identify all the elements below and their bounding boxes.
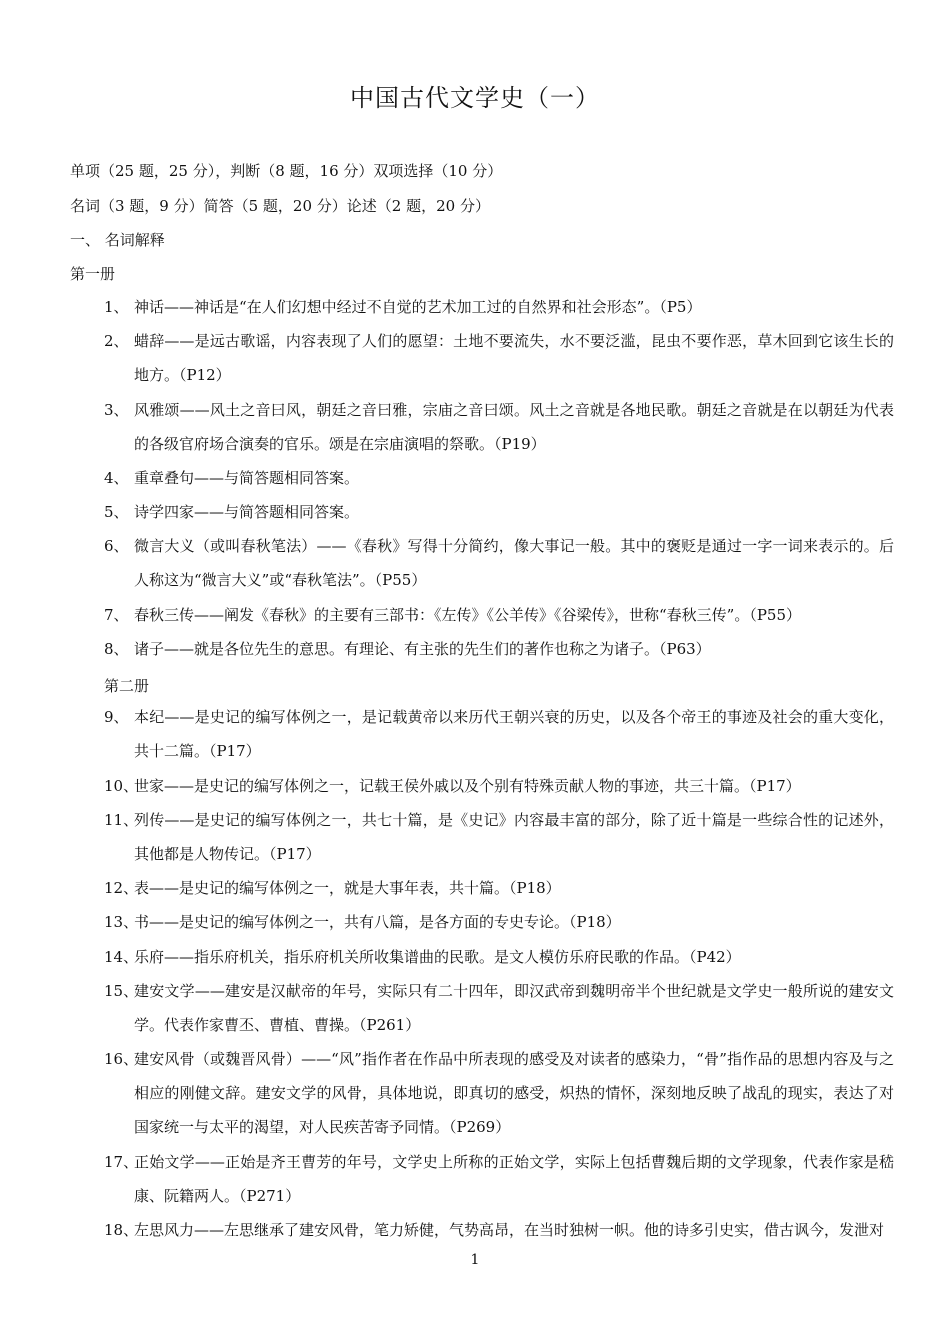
item-text: 建安文学——建安是汉献帝的年号，实际只有二十四年，即汉武帝到魏明帝半个世纪就是文学史一般所说的建安文学。代表作家曹丕、曹植、曹操。（P261） — [134, 982, 894, 1034]
item-text: 风雅颂——风土之音曰风，朝廷之音曰雅，宗庙之音曰颂。风土之音就是各地民歌。朝廷之音就是在以朝廷为代表的各级官府场合演奏的官乐。颂是在宗庙演唱的祭歌。（P19） — [134, 401, 894, 453]
list-item — [104, 769, 894, 803]
item-number: 4、 — [104, 469, 129, 487]
item-text: 乐府——指乐府机关，指乐府机关所收集谱曲的民歌。是文人模仿乐府民歌的作品。（P42） — [134, 948, 741, 966]
list-item — [104, 974, 894, 1042]
list-item — [104, 803, 894, 871]
item-text: 微言大义（或叫春秋笔法）——《春秋》写得十分简约，像大事记一般。其中的褒贬是通过一字一词来表示的。后人称这为“微言大义”或“春秋笔法”。（P55） — [134, 537, 894, 589]
item-text: 正始文学——正始是齐王曹芳的年号，文学史上所称的正始文学，实际上包括曹魏后期的文学现象，代表作家是嵇康、阮籍两人。（P271） — [134, 1153, 894, 1205]
item-text: 表——是史记的编写体例之一，就是大事年表，共十篇。（P18） — [134, 879, 561, 897]
item-number: 9、 — [104, 708, 129, 726]
item-text: 建安风骨（或魏晋风骨）——“风”指作者在作品中所表现的感受及对读者的感染力，“骨”指作品的思想内容及与之相应的刚健文辞。建安文学的风骨，具体地说，即真切的感受，炽热的情怀，深刻地反映了战乱的现实，表达了对国家统一与太平的渴望，对人民疾苦寄予同情。（P269） — [134, 1050, 894, 1136]
list-item — [104, 495, 894, 529]
item-number: 8、 — [104, 640, 129, 658]
score-line-1: 单项（25 题，25 分），判断（8 题，16 分）双项选择（10 分） — [70, 162, 503, 180]
list-item — [104, 1042, 894, 1144]
volume-2-heading: 第二册 — [104, 677, 150, 695]
list-item — [104, 905, 894, 939]
item-number: 18、 — [104, 1221, 139, 1239]
item-text: 世家——是史记的编写体例之一，记载王侯外戚以及个别有特殊贡献人物的事迹，共三十篇。（P17） — [134, 777, 801, 795]
list-item — [104, 393, 894, 461]
item-number: 10、 — [104, 777, 139, 795]
item-text: 神话——神话是“在人们幻想中经过不自觉的艺术加工过的自然界和社会形态”。（P5） — [134, 298, 702, 316]
item-number: 1、 — [104, 298, 129, 316]
item-text: 书——是史记的编写体例之一，共有八篇，是各方面的专史专论。（P18） — [134, 913, 621, 931]
list-item — [104, 461, 894, 495]
item-text: 列传——是史记的编写体例之一，共七十篇，是《史记》内容最丰富的部分，除了近十篇是一些综合性的记述外，其他都是人物传记。（P17） — [134, 811, 894, 863]
item-text: 诗学四家——与简答题相同答案。 — [134, 503, 360, 521]
list-item — [104, 290, 894, 324]
section-heading: 一、 名词解释 — [70, 231, 165, 249]
list-item — [104, 700, 894, 768]
item-number: 6、 — [104, 537, 129, 555]
item-number: 14、 — [104, 948, 139, 966]
item-text: 春秋三传——阐发《春秋》的主要有三部书：《左传》《公羊传》《谷梁传》，世称“春秋三传”。（P55） — [134, 606, 802, 624]
list-item — [104, 598, 894, 632]
item-number: 3、 — [104, 401, 129, 419]
item-number: 13、 — [104, 913, 139, 931]
list-item — [104, 1213, 894, 1247]
item-number: 2、 — [104, 332, 129, 350]
list-item — [104, 632, 894, 666]
item-text: 本纪——是史记的编写体例之一，是记载黄帝以来历代王朝兴衰的历史，以及各个帝王的事迹及社会的重大变化，共十二篇。（P17） — [134, 708, 894, 760]
list-item — [104, 324, 894, 392]
list-item — [104, 529, 894, 597]
item-text: 重章叠句——与简答题相同答案。 — [134, 469, 360, 487]
score-line-2: 名词（3 题，9 分）简答（5 题，20 分）论述（2 题，20 分） — [70, 197, 490, 215]
item-number: 15、 — [104, 982, 139, 1000]
document-title: 中国古代文学史（一） — [350, 84, 600, 112]
page-number: 1 — [470, 1252, 480, 1268]
item-number: 17、 — [104, 1153, 139, 1171]
list-item — [104, 1145, 894, 1213]
list-item — [104, 940, 894, 974]
item-text: 蜡辞——是远古歌谣，内容表现了人们的愿望：土地不要流失，水不要泛滥，昆虫不要作恶，草木回到它该生长的地方。（P12） — [134, 332, 894, 384]
item-number: 7、 — [104, 606, 129, 624]
list-item — [104, 871, 894, 905]
item-number: 12、 — [104, 879, 139, 897]
item-number: 16、 — [104, 1050, 139, 1068]
item-number: 11、 — [104, 811, 139, 829]
volume-1-heading: 第一册 — [70, 265, 116, 283]
item-number: 5、 — [104, 503, 129, 521]
item-text: 诸子——就是各位先生的意思。有理论、有主张的先生们的著作也称之为诸子。（P63） — [134, 640, 711, 658]
item-text: 左思风力——左思继承了建安风骨，笔力矫健，气势高昂，在当时独树一帜。他的诗多引史实，借古讽今，发泄对 — [134, 1221, 885, 1239]
